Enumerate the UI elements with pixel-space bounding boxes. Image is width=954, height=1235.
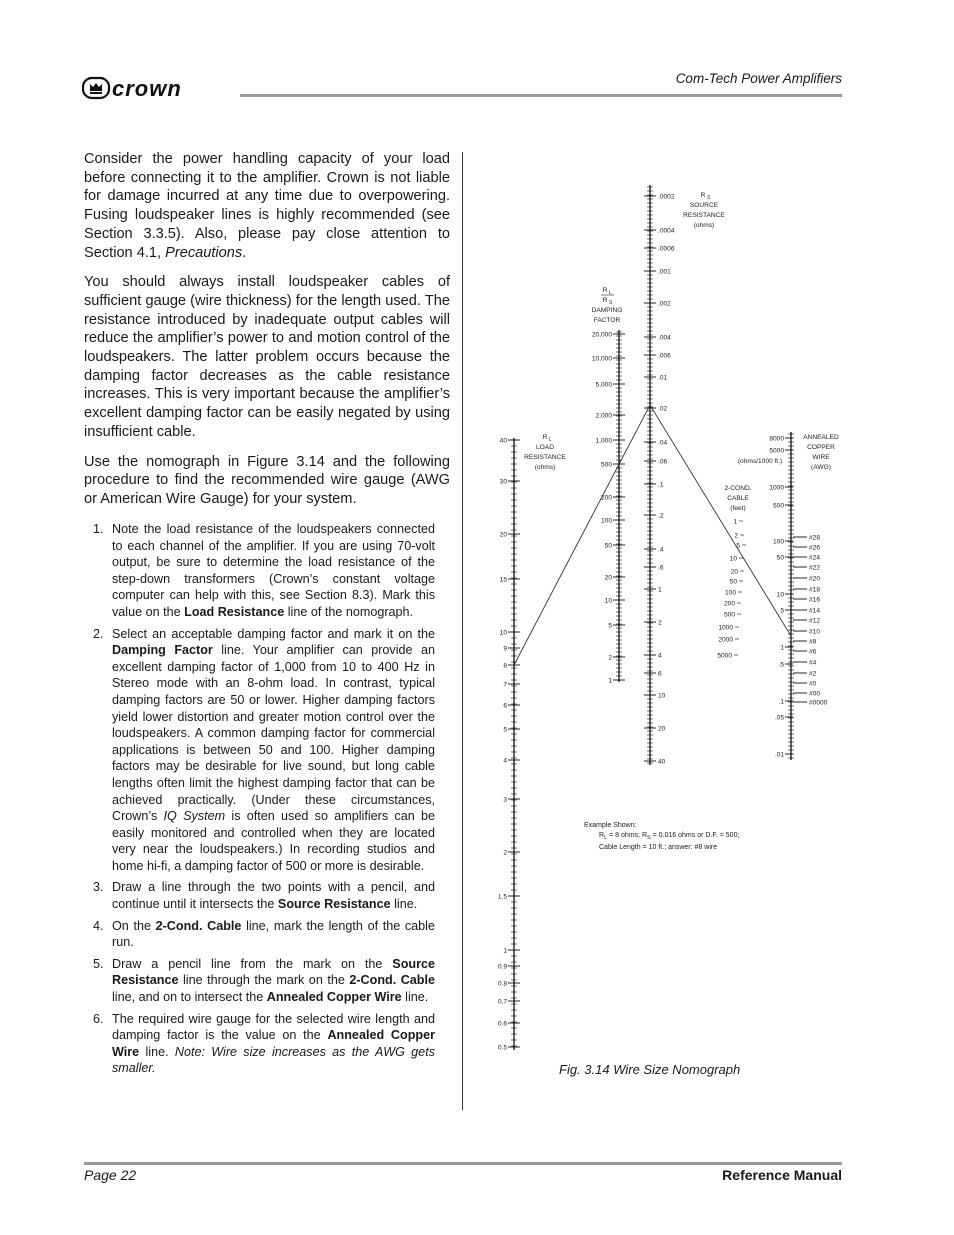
source-tick-label: .006 [658, 352, 671, 360]
source-tick-label: 20 [658, 725, 666, 733]
cable-tick-label: 20 [730, 568, 738, 576]
source-tick-label: .004 [658, 334, 671, 342]
step-number: 3. [93, 880, 104, 895]
load-tick-label: 5 [503, 726, 507, 734]
damping-tick-label: 5,000 [595, 381, 612, 389]
cable-tick-label: 50 [729, 578, 737, 586]
ohms-tick-label: 10 [776, 591, 784, 599]
p1-emphasis: Precautions [165, 244, 243, 261]
awg-tick-label: #20 [809, 575, 821, 583]
load-tick-label: 0.8 [497, 980, 507, 988]
example-heading: Example Shown: [584, 822, 637, 829]
awg-tick-label: #4 [809, 659, 817, 667]
source-tick-label: .2 [658, 512, 664, 520]
header-rule [240, 94, 842, 97]
source-tick-label: 2 [658, 619, 662, 627]
cable-tick-label: 100 [724, 589, 736, 597]
logo-wordmark: crown [112, 76, 182, 101]
cable-tick-label: 500 [723, 611, 735, 619]
source-title-sub: S [707, 195, 711, 201]
source-tick-label: .001 [658, 268, 671, 276]
load-tick-label: 0.5 [497, 1044, 507, 1052]
awg-tick-label: #14 [809, 607, 821, 615]
awg-tick-label: #24 [809, 554, 821, 562]
cable-tick-label: 200 [723, 600, 735, 608]
awg-tick-label: #16 [809, 596, 821, 604]
load-tick-label: 9 [503, 645, 507, 653]
load-tick-label: 20 [499, 531, 507, 539]
awg-tick-label: #28 [809, 534, 821, 542]
example-line-3: Cable Length = 10 ft.; answer: #8 wire [599, 844, 718, 851]
cable-tick-label: 2000 [718, 636, 733, 644]
step-number: 4. [93, 918, 104, 933]
procedure-steps [93, 521, 435, 1082]
awg-tick-label: #00 [809, 690, 821, 698]
figure-caption: Fig. 3.14 Wire Size Nomograph [559, 1062, 741, 1077]
column-divider [462, 152, 463, 1110]
ohms-tick-label: 50 [776, 554, 784, 562]
damping-title-sub: L [609, 290, 612, 296]
load-tick-label: 0.9 [497, 963, 507, 971]
ohms-tick-label: 1 [780, 644, 784, 652]
cable-tick-label: 5 [736, 542, 740, 550]
page-number: Page 22 [84, 1167, 137, 1183]
awg-tick-label: #10 [809, 628, 821, 636]
intro-paragraph-3: Use the nomograph in Figure 3.14 and the following procedure to find the recommended wire gauge (AWG or American Wire Gauge) for your system. [84, 453, 450, 507]
step-number: 2. [93, 626, 104, 641]
step-2: 2. Select an acceptable damping factor and mark it on the Damping Factor line. Your amplifier can provide an excellent damping factor of 1,000 from 10 to 400 Hz in Stereo mode with an 8-ohm load. In contrast, typical damping factors are 50 or lower. Higher damping factors yield lower distortion and greater motion control over the loudspeakers. A common damping factor for commercial applications is between 50 and 100. Higher damping factors may be desirable for live sound, but long cable lengths often limit the highest damping factor that can be achieved practically. (Under these circumstances, Crown’s IQ System is often used so amplifiers can be easily monitored and controlled when they are located very near the loudspeakers.) In recording studios and home hi-fi, a damping factor of 500 or more is desirable. [93, 626, 435, 873]
source-title: SOURCE [689, 202, 719, 209]
cable-tick-label: 5000 [717, 652, 732, 660]
awg-tick-label: #0 [809, 680, 817, 688]
ohms-tick-label: .5 [778, 661, 784, 669]
source-title: (ohms) [693, 222, 715, 229]
load-title: RESISTANCE [524, 454, 566, 461]
source-tick-label: .02 [658, 405, 668, 413]
load-title: LOAD [536, 444, 554, 451]
load-tick-label: 6 [503, 702, 507, 710]
header-title: Com-Tech Power Amplifiers [675, 71, 842, 86]
source-tick-label: 6 [658, 670, 662, 678]
source-tick-label: 1 [658, 586, 662, 594]
damping-tick-label: 2,000 [595, 412, 612, 420]
copper-title: COPPER [807, 444, 835, 451]
damping-tick-label: 50 [604, 542, 612, 550]
awg-tick-label: #0000 [809, 699, 828, 707]
damping-tick-label: 500 [600, 461, 612, 469]
cable-title: (feet) [730, 505, 746, 512]
load-tick-label: 3 [503, 796, 507, 804]
damping-tick-label: 1 [608, 677, 612, 685]
source-tick-label: .0004 [658, 227, 675, 235]
source-tick-label: 40 [658, 758, 666, 766]
damping-tick-label: 1,000 [595, 437, 612, 445]
step-6: 6. The required wire gauge for the selected wire length and damping factor is the value on the Annealed Copper Wire line. Note: Wire size increases as the AWG gets smaller. [93, 1011, 435, 1076]
source-tick-label: .002 [658, 300, 671, 308]
load-tick-label: 15 [499, 576, 507, 584]
ohms-tick-label: .05 [774, 714, 784, 722]
ohms-tick-label: 500 [772, 502, 784, 510]
source-tick-label: 4 [658, 652, 662, 660]
damping-tick-label: 2 [608, 654, 612, 662]
ohms-tick-label: .1 [778, 698, 784, 706]
step-1: 1. Note the load resistance of the loudspeakers connected to each channel of the amplifier. If you are using 70-volt output, be sure to determine the load resistance of the step-down transformers (Crown’s constant voltage computer can help with this, see Section 8.3). Mark this value on the Load Resistance line of the nomograph. [93, 522, 435, 619]
step-3: 3. Draw a line through the two points with a pencil, and continue until it intersects the Source Resistance line. [93, 880, 435, 912]
cable-tick-label: 1 [733, 518, 737, 526]
wire-size-nomograph [466, 150, 846, 1060]
intro-paragraph-1 [84, 150, 450, 262]
crown-logo [82, 74, 242, 102]
ohms-tick-label: 5000 [769, 447, 784, 455]
source-tick-label: .01 [658, 374, 668, 382]
load-title-r: R [542, 434, 548, 441]
ohms-tick-label: 1000 [769, 484, 784, 492]
load-tick-label: 7 [503, 681, 507, 689]
source-tick-label: .1 [658, 481, 664, 489]
awg-tick-label: #12 [809, 617, 821, 625]
load-tick-label: 8 [503, 662, 507, 670]
intro-paragraph-2: You should always install loudspeaker cables of sufficient gauge (wire thickness) for the length used. The resistance introduced by inadequate output cables will reduce the amplifier’s power to and motion control of the loudspeakers. The latter problem occurs because the damping factor decreases as the cable resistance increases. This is very important because the amplifier’s excellent damping factor can be easily negated by using insufficient cable. [84, 274, 450, 440]
awg-tick-label: #18 [809, 586, 821, 594]
load-tick-label: 30 [499, 478, 507, 486]
cable-tick-label: 1000 [718, 624, 733, 632]
source-tick-label: .0006 [658, 245, 675, 253]
damping-tick-label: 20,000 [591, 331, 612, 339]
source-tick-label: .0002 [658, 193, 675, 201]
load-tick-label: 10 [499, 629, 507, 637]
load-tick-label: 0.6 [497, 1020, 507, 1028]
ohms-tick-label: 5 [780, 607, 784, 615]
cable-title: 2-COND. [724, 485, 752, 492]
damping-title-rs: R [602, 297, 608, 304]
source-tick-label: .04 [658, 439, 668, 447]
awg-tick-label: #22 [809, 564, 821, 572]
damping-tick-label: 10 [604, 597, 612, 605]
damping-title: DAMPING [591, 307, 623, 314]
ohms-tick-label: 8000 [769, 435, 784, 443]
source-tick-label: .4 [658, 546, 664, 554]
load-tick-label: 0.7 [497, 998, 507, 1006]
damping-title: FACTOR [593, 317, 621, 324]
damping-tick-label: 200 [600, 494, 612, 502]
ohms-unit: (ohms/1000 ft.) [737, 458, 783, 465]
damping-tick-label: 100 [600, 517, 612, 525]
awg-tick-label: #6 [809, 648, 817, 656]
load-tick-label: 1.5 [497, 893, 507, 901]
source-tick-label: .6 [658, 564, 664, 572]
load-title: (ohms) [534, 464, 556, 471]
damping-title-rl: R [602, 287, 608, 294]
damping-tick-label: 5 [608, 622, 612, 630]
ohms-tick-label: .01 [774, 751, 784, 759]
copper-title: ANNEALED [803, 434, 839, 441]
awg-tick-label: #2 [809, 670, 817, 678]
step-5: 5. Draw a pencil line from the mark on the Source Resistance line through the mark on the 2-Cond. Cable line, and on to intersect the Annealed Copper Wire line. [93, 956, 435, 1005]
step-number: 6. [93, 1011, 104, 1026]
cable-title: CABLE [727, 495, 749, 502]
source-tick-label: .06 [658, 458, 668, 466]
step-4: 4. On the 2-Cond. Cable line, mark the length of the cable run. [93, 918, 435, 950]
load-title-sub: L [549, 437, 552, 443]
p1-end: . [242, 244, 247, 261]
load-tick-label: 40 [499, 437, 507, 445]
manual-name: Reference Manual [722, 1167, 842, 1183]
copper-title: (AWG) [811, 464, 831, 471]
load-tick-label: 2 [503, 849, 507, 857]
step-number: 5. [93, 956, 104, 971]
cable-tick-label: 10 [729, 555, 737, 563]
source-tick-label: 10 [658, 692, 666, 700]
load-tick-label: 4 [503, 757, 507, 765]
damping-title-sub: S [609, 300, 613, 306]
awg-tick-label: #26 [809, 544, 821, 552]
damping-tick-label: 10,000 [591, 355, 612, 363]
cable-tick-label: 2 [734, 532, 738, 540]
ohms-tick-label: 100 [772, 538, 784, 546]
awg-tick-label: #8 [809, 638, 817, 646]
source-title-r: R [700, 192, 706, 199]
example-line-2: $R_L = 8$ ohms; $R_S = 0.016$ ohms or D.F. = 500; [599, 832, 740, 841]
footer-rule [84, 1162, 842, 1165]
damping-tick-label: 20 [604, 574, 612, 582]
load-tick-label: 1 [503, 947, 507, 955]
copper-title: WIRE [812, 454, 830, 461]
source-title: RESISTANCE [683, 212, 725, 219]
step-number: 1. [93, 522, 104, 536]
p1-text: Consider the power handling capacity of your load before connecting it to the amplifier. Crown is not liable for damage incurred at any time due to overpowering. Fusing loudspeaker lines is highly recommended (see Section 3.3.5). Also, please pay close attention to Section 4.1, [84, 151, 450, 261]
body-text [84, 150, 450, 520]
